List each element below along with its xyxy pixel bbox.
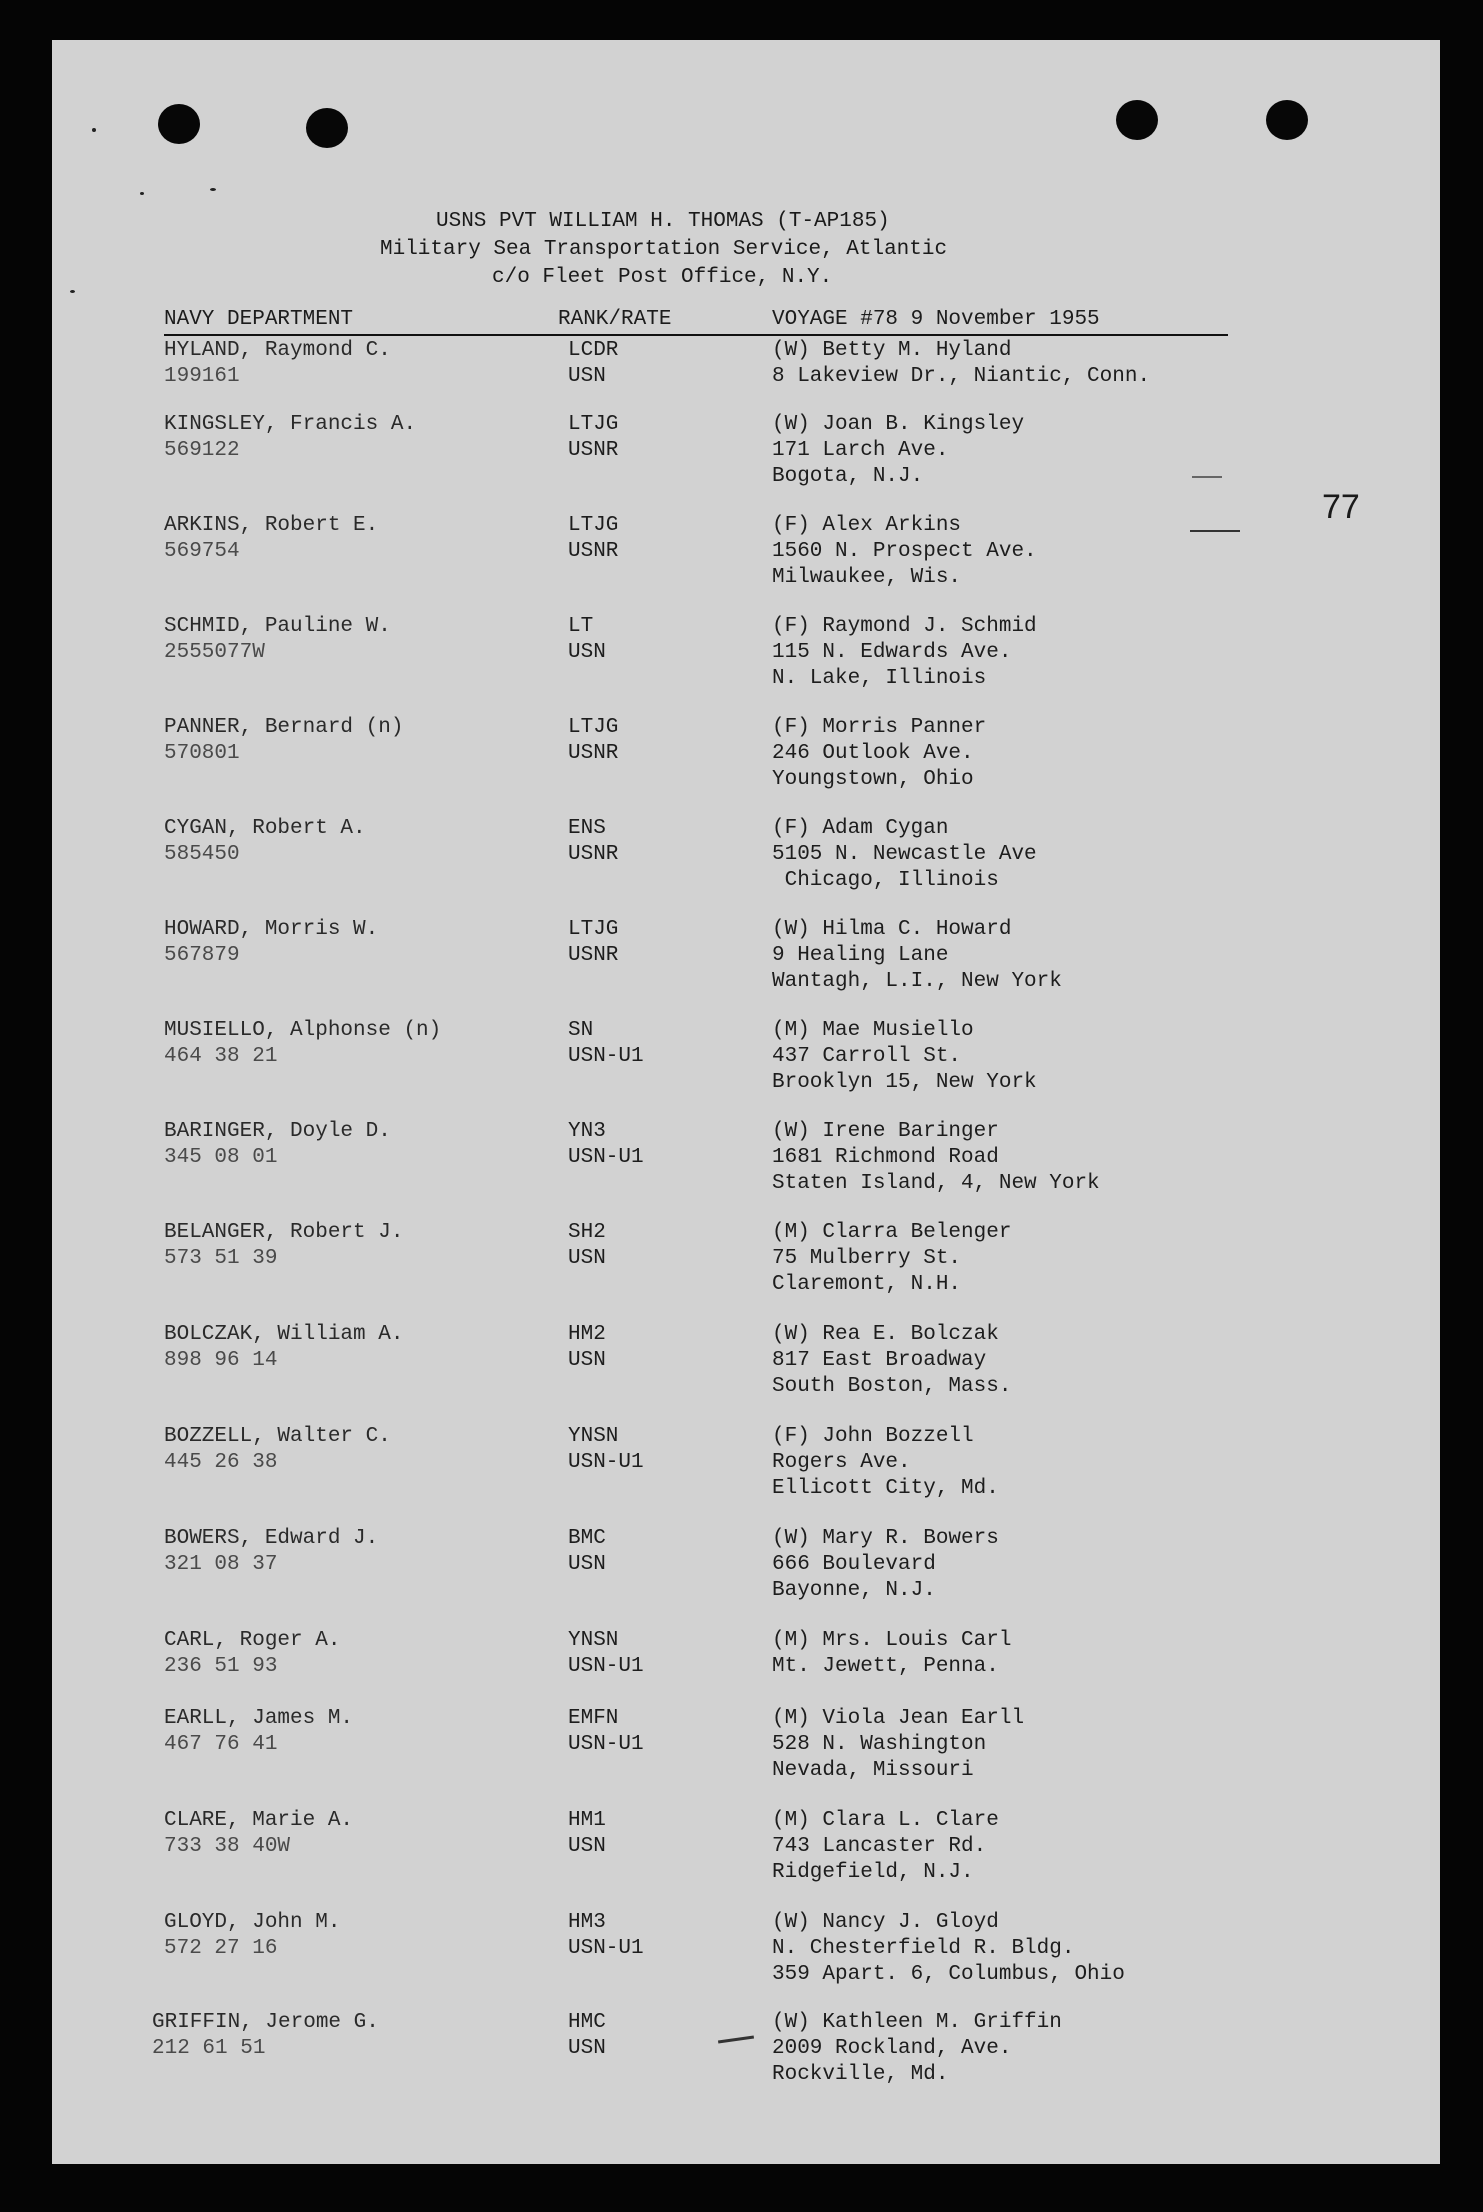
page-number: 77 — [1322, 488, 1360, 526]
ship-title: USNS PVT WILLIAM H. THOMAS (T-AP185) — [436, 210, 890, 233]
address-line-2: N. Lake, Illinois — [772, 667, 987, 690]
rank: HM3 — [568, 1911, 606, 1934]
roster-entry — [52, 1424, 1440, 1514]
branch: USN-U1 — [568, 1045, 644, 1068]
next-of-kin: (M) Viola Jean Earll — [772, 1707, 1025, 1730]
service-number: 569754 — [164, 540, 240, 563]
person-name: GLOYD, John M. — [164, 1911, 341, 1934]
address-line-1: 246 Outlook Ave. — [772, 742, 974, 765]
person-name: CLARE, Marie A. — [164, 1809, 354, 1832]
service-number: 467 76 41 — [164, 1733, 278, 1756]
service-number: 570801 — [164, 742, 240, 765]
address-line-2: Milwaukee, Wis. — [772, 566, 962, 589]
person-name: SCHMID, Pauline W. — [164, 615, 391, 638]
rank: YN3 — [568, 1120, 606, 1143]
next-of-kin: (W) Mary R. Bowers — [772, 1527, 999, 1550]
person-name: MUSIELLO, Alphonse (n) — [164, 1019, 442, 1042]
address-line-2: 359 Apart. 6, Columbus, Ohio — [772, 1963, 1125, 1986]
person-name: EARLL, James M. — [164, 1707, 354, 1730]
next-of-kin: (M) Mrs. Louis Carl — [772, 1629, 1012, 1652]
branch: USN — [568, 365, 606, 388]
address-line-2: Youngstown, Ohio — [772, 768, 974, 791]
address-line-2: Chicago, Illinois — [772, 869, 999, 892]
branch: USN-U1 — [568, 1451, 644, 1474]
address-line-2: Nevada, Missouri — [772, 1759, 974, 1782]
address-line-1: 5105 N. Newcastle Ave — [772, 843, 1037, 866]
person-name: KINGSLEY, Francis A. — [164, 413, 417, 436]
address-line-2: Rockville, Md. — [772, 2063, 949, 2086]
next-of-kin: (W) Betty M. Hyland — [772, 339, 1012, 362]
service-number: 569122 — [164, 439, 240, 462]
service-number: 212 61 51 — [152, 2037, 266, 2060]
branch: USN — [568, 1349, 606, 1372]
address-line-1: 171 Larch Ave. — [772, 439, 949, 462]
document-page — [52, 40, 1440, 2164]
roster-entry — [52, 1119, 1440, 1209]
roster-entry — [52, 1322, 1440, 1412]
address-line-2: Brooklyn 15, New York — [772, 1071, 1037, 1094]
column-header-department: NAVY DEPARTMENT — [164, 308, 354, 331]
next-of-kin: (F) Raymond J. Schmid — [772, 615, 1037, 638]
address-line-1: Mt. Jewett, Penna. — [772, 1655, 999, 1678]
next-of-kin: (W) Hilma C. Howard — [772, 918, 1012, 941]
roster-entry — [52, 1808, 1440, 1898]
address-line-1: 743 Lancaster Rd. — [772, 1835, 987, 1858]
address-line-2: South Boston, Mass. — [772, 1375, 1012, 1398]
rank: ENS — [568, 817, 606, 840]
address-line-2: Ellicott City, Md. — [772, 1477, 999, 1500]
address-line-1: 2009 Rockland, Ave. — [772, 2037, 1012, 2060]
address-line-1: 528 N. Washington — [772, 1733, 987, 1756]
address-line-2: Ridgefield, N.J. — [772, 1861, 974, 1884]
post-office-address: c/o Fleet Post Office, N.Y. — [492, 266, 833, 289]
next-of-kin: (M) Clara L. Clare — [772, 1809, 999, 1832]
rank: LCDR — [568, 339, 619, 362]
punch-hole — [1116, 100, 1158, 140]
service-number: 567879 — [164, 944, 240, 967]
branch: USN-U1 — [568, 1146, 644, 1169]
rank: YNSN — [568, 1425, 619, 1448]
address-line-1: 666 Boulevard — [772, 1553, 936, 1576]
rank: HMC — [568, 2011, 606, 2034]
next-of-kin: (M) Clarra Belenger — [772, 1221, 1012, 1244]
branch: USNR — [568, 742, 619, 765]
rank: YNSN — [568, 1629, 619, 1652]
person-name: HYLAND, Raymond C. — [164, 339, 391, 362]
punch-hole — [306, 108, 348, 148]
column-header-voyage: VOYAGE #78 9 November 1955 — [772, 308, 1100, 331]
rank: LTJG — [568, 413, 619, 436]
roster-entry — [52, 1220, 1440, 1310]
roster-entry — [52, 917, 1440, 1007]
address-line-1: 75 Mulberry St. — [772, 1247, 962, 1270]
roster-entry — [52, 1018, 1440, 1108]
roster-entry — [52, 1706, 1440, 1796]
rank: BMC — [568, 1527, 606, 1550]
person-name: BOLCZAK, William A. — [164, 1323, 404, 1346]
roster-entry — [52, 1628, 1440, 1718]
address-line-2: Bayonne, N.J. — [772, 1579, 936, 1602]
ink-speck — [70, 290, 75, 293]
next-of-kin: (W) Kathleen M. Griffin — [772, 2011, 1062, 2034]
address-line-2: Bogota, N.J. — [772, 465, 924, 488]
next-of-kin: (F) Alex Arkins — [772, 514, 962, 537]
rank: LT — [568, 615, 594, 638]
address-line-1: 8 Lakeview Dr., Niantic, Conn. — [772, 365, 1151, 388]
person-name: BOWERS, Edward J. — [164, 1527, 379, 1550]
address-line-1: 1560 N. Prospect Ave. — [772, 540, 1037, 563]
person-name: ARKINS, Robert E. — [164, 514, 379, 537]
person-name: BOZZELL, Walter C. — [164, 1425, 391, 1448]
branch: USN-U1 — [568, 1937, 644, 1960]
next-of-kin: (W) Irene Baringer — [772, 1120, 999, 1143]
roster-entry — [52, 816, 1440, 906]
ink-speck — [140, 192, 144, 195]
branch: USN-U1 — [568, 1733, 644, 1756]
roster-entry — [52, 1910, 1440, 2000]
rank: HM1 — [568, 1809, 606, 1832]
person-name: BARINGER, Doyle D. — [164, 1120, 391, 1143]
address-line-1: 115 N. Edwards Ave. — [772, 641, 1012, 664]
service-number: 573 51 39 — [164, 1247, 278, 1270]
service-number: 345 08 01 — [164, 1146, 278, 1169]
service-number: 2555077W — [164, 641, 265, 664]
service-number: 733 38 40W — [164, 1835, 291, 1858]
rank: LTJG — [568, 514, 619, 537]
next-of-kin: (W) Joan B. Kingsley — [772, 413, 1025, 436]
roster-entry — [52, 715, 1440, 805]
address-line-2: Wantagh, L.I., New York — [772, 970, 1062, 993]
roster-entry — [52, 614, 1440, 704]
next-of-kin: (W) Nancy J. Gloyd — [772, 1911, 999, 1934]
column-header-rank: RANK/RATE — [558, 308, 672, 331]
service-number: 321 08 37 — [164, 1553, 278, 1576]
branch: USN — [568, 1247, 606, 1270]
branch: USN — [568, 641, 606, 664]
next-of-kin: (F) John Bozzell — [772, 1425, 974, 1448]
address-line-1: 9 Healing Lane — [772, 944, 949, 967]
branch: USNR — [568, 843, 619, 866]
service-number: 572 27 16 — [164, 1937, 278, 1960]
next-of-kin: (W) Rea E. Bolczak — [772, 1323, 999, 1346]
punch-hole — [1266, 100, 1308, 140]
person-name: BELANGER, Robert J. — [164, 1221, 404, 1244]
header-underline — [164, 334, 1228, 336]
rank: LTJG — [568, 918, 619, 941]
branch: USNR — [568, 944, 619, 967]
service-number: 464 38 21 — [164, 1045, 278, 1068]
branch: USN — [568, 1835, 606, 1858]
roster-entry — [52, 2010, 1440, 2100]
branch: USNR — [568, 540, 619, 563]
address-line-1: 437 Carroll St. — [772, 1045, 962, 1068]
person-name: CARL, Roger A. — [164, 1629, 341, 1652]
service-number: 199161 — [164, 365, 240, 388]
address-line-2: Staten Island, 4, New York — [772, 1172, 1100, 1195]
roster-entry — [52, 513, 1440, 603]
rank: HM2 — [568, 1323, 606, 1346]
address-line-1: N. Chesterfield R. Bldg. — [772, 1937, 1075, 1960]
person-name: HOWARD, Morris W. — [164, 918, 379, 941]
service-name: Military Sea Transportation Service, Atlantic — [380, 238, 948, 261]
rank: LTJG — [568, 716, 619, 739]
service-number: 445 26 38 — [164, 1451, 278, 1474]
address-line-1: 817 East Broadway — [772, 1349, 987, 1372]
punch-hole — [158, 104, 200, 144]
address-line-2: Claremont, N.H. — [772, 1273, 962, 1296]
address-line-1: Rogers Ave. — [772, 1451, 911, 1474]
service-number: 585450 — [164, 843, 240, 866]
rank: EMFN — [568, 1707, 619, 1730]
branch: USN — [568, 2037, 606, 2060]
next-of-kin: (F) Morris Panner — [772, 716, 987, 739]
rank: SN — [568, 1019, 594, 1042]
roster-entry — [52, 1526, 1440, 1616]
branch: USNR — [568, 439, 619, 462]
service-number: 898 96 14 — [164, 1349, 278, 1372]
roster-entry — [52, 412, 1440, 502]
ink-speck — [210, 188, 216, 191]
ink-speck — [92, 128, 96, 132]
next-of-kin: (M) Mae Musiello — [772, 1019, 974, 1042]
next-of-kin: (F) Adam Cygan — [772, 817, 949, 840]
service-number: 236 51 93 — [164, 1655, 278, 1678]
person-name: CYGAN, Robert A. — [164, 817, 366, 840]
address-line-1: 1681 Richmond Road — [772, 1146, 999, 1169]
rank: SH2 — [568, 1221, 606, 1244]
person-name: PANNER, Bernard (n) — [164, 716, 404, 739]
branch: USN-U1 — [568, 1655, 644, 1678]
person-name: GRIFFIN, Jerome G. — [152, 2011, 379, 2034]
branch: USN — [568, 1553, 606, 1576]
